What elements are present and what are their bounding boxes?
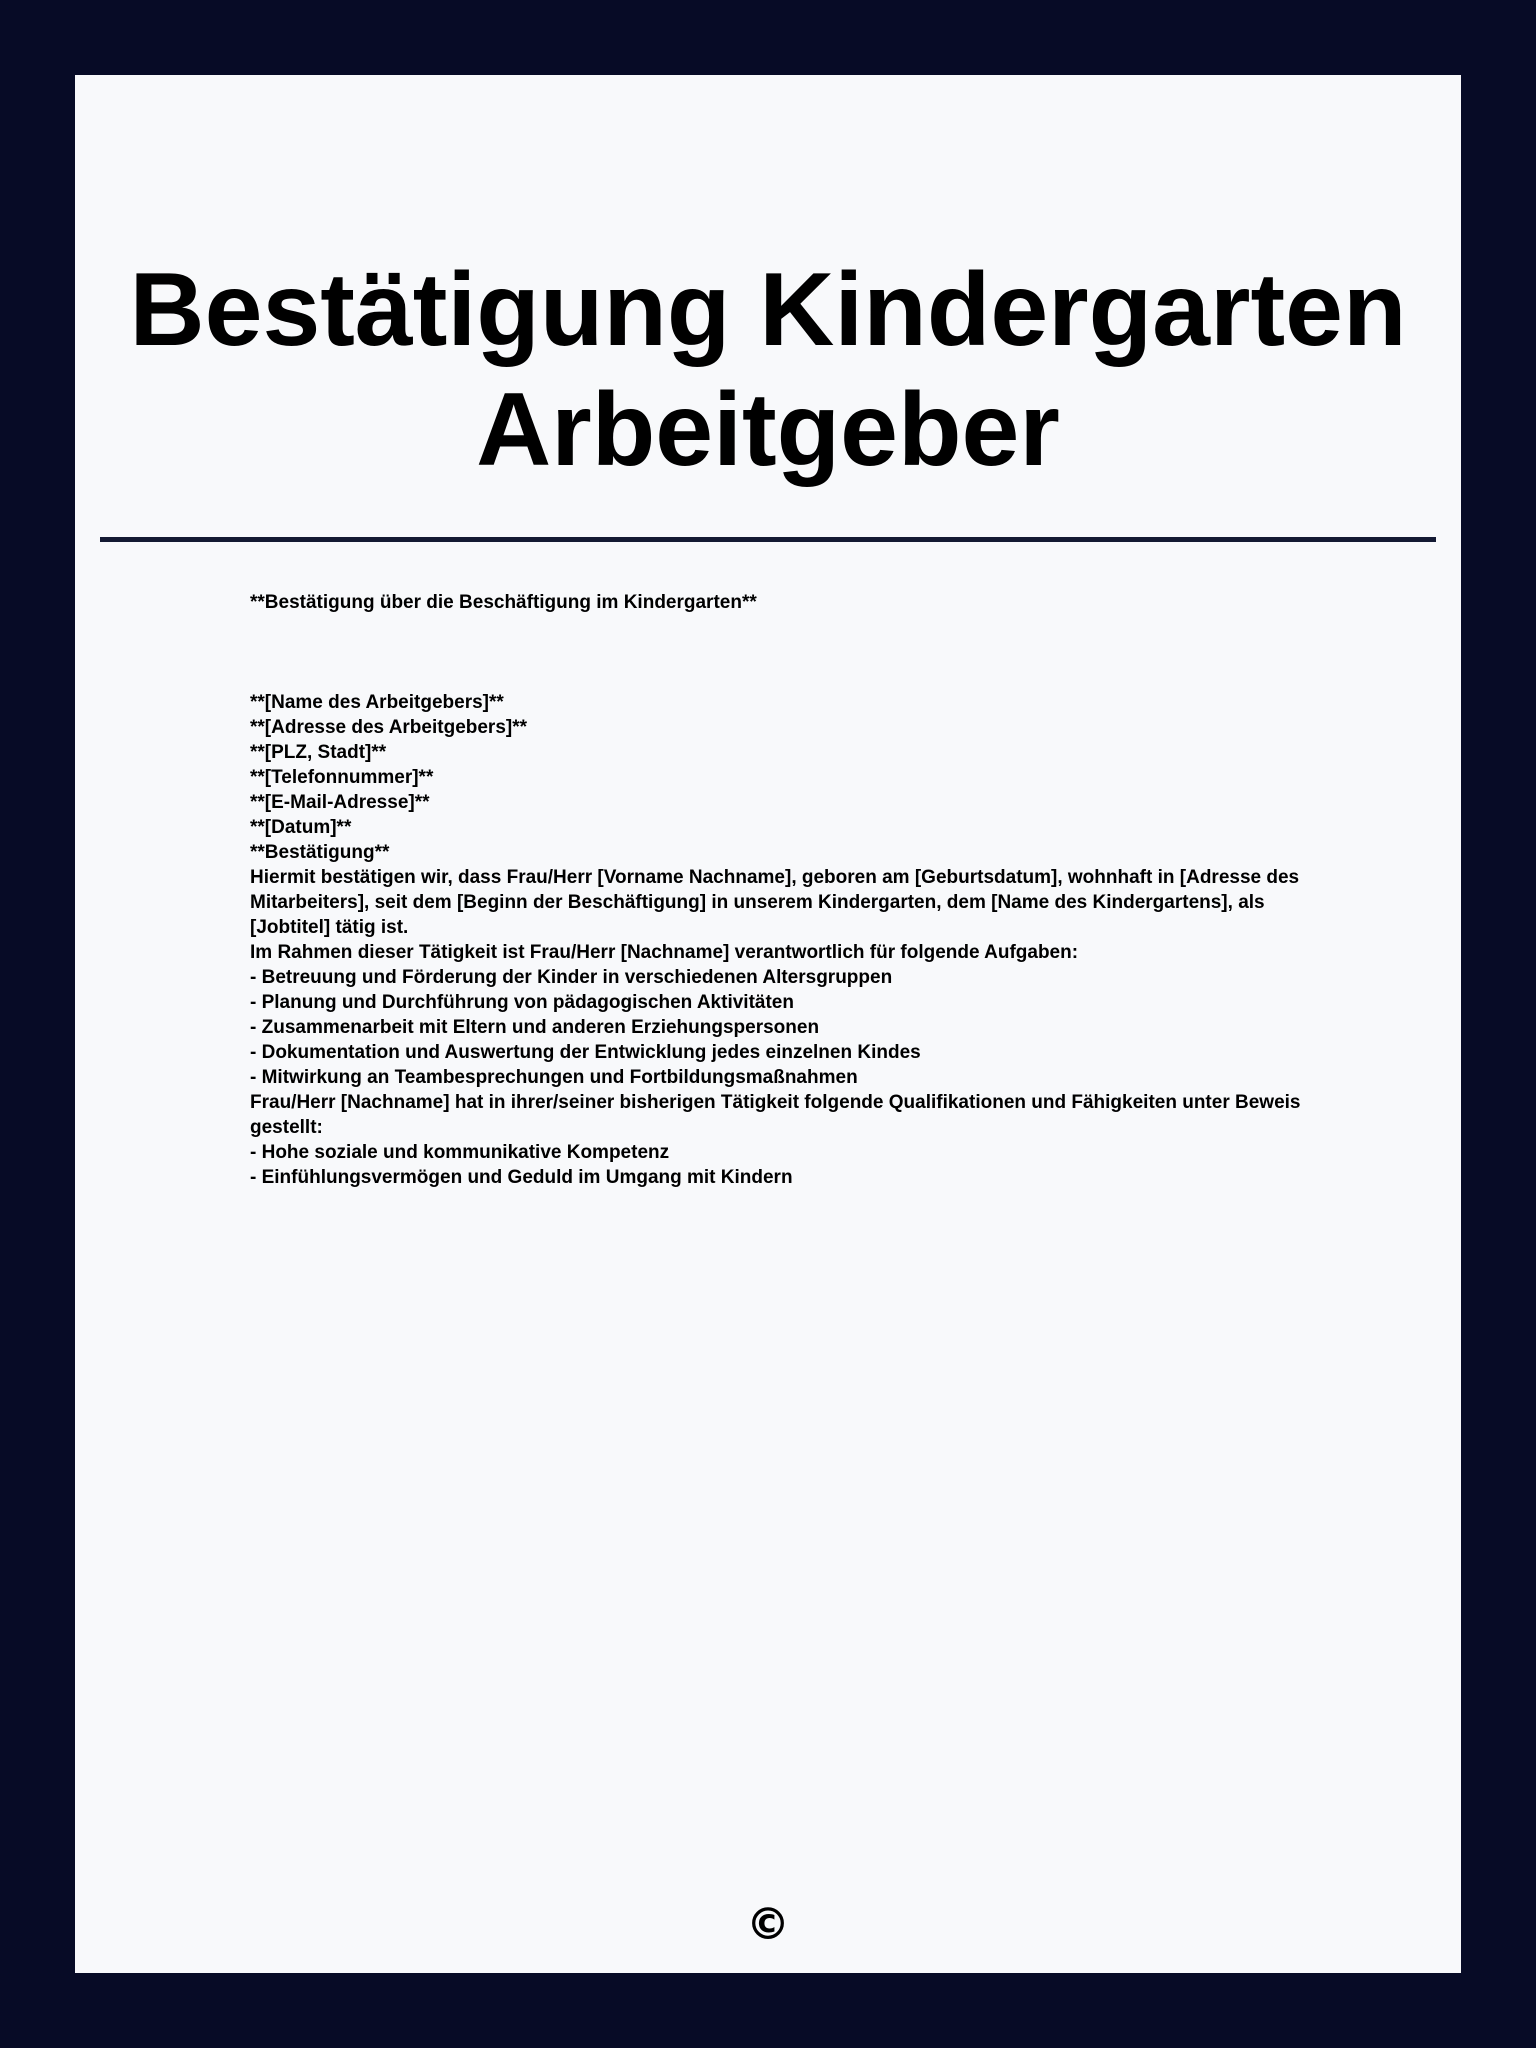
qualification-item: - Einfühlungsvermögen und Geduld im Umgang mit Kindern <box>250 1167 793 1188</box>
qualifications-intro: Frau/Herr [Nachname] hat in ihrer/seiner bisherigen Tätigkeit folgende Qualifikationen und Fähigkeiten unter Beweis gestellt: <box>250 1092 1301 1138</box>
employer-address-block <box>250 690 1350 815</box>
document-date: **[Datum]** <box>250 817 352 838</box>
intro-paragraph: Hiermit bestätigen wir, dass Frau/Herr [Vorname Nachname], geboren am [Geburtsdatum], wohnhaft in [Adresse des Mitarbeiters], seit dem [Beginn der Beschäftigung] in unserem Kindergarten, dem [Name des Kindergartens], als [Jobtitel] tätig ist. <box>250 867 1300 938</box>
task-item: - Dokumentation und Auswertung der Entwicklung jedes einzelnen Kindes <box>250 1042 921 1063</box>
tasks-intro: Im Rahmen dieser Tätigkeit ist Frau/Herr [Nachname] verantwortlich für folgende Aufgaben: <box>250 942 1079 963</box>
document-subject: **Bestätigung** <box>250 842 390 863</box>
employer-phone: **[Telefonnummer]** <box>250 767 434 788</box>
employer-name: **[Name des Arbeitgebers]** <box>250 692 504 713</box>
employer-city: **[PLZ, Stadt]** <box>250 742 387 763</box>
task-item: - Planung und Durchführung von pädagogischen Aktivitäten <box>250 992 794 1013</box>
task-item: - Mitwirkung an Teambesprechungen und Fortbildungsmaßnahmen <box>250 1067 858 1088</box>
title-divider <box>100 537 1436 542</box>
document-page <box>75 75 1461 1973</box>
document-title-line-2: Arbeitgeber <box>476 372 1060 488</box>
document-title-line-1: Bestätigung Kindergarten <box>129 252 1407 368</box>
document-body <box>250 590 1350 1190</box>
task-item: - Betreuung und Förderung der Kinder in verschiedenen Altersgruppen <box>250 967 893 988</box>
employer-address: **[Adresse des Arbeitgebers]** <box>250 717 528 738</box>
copyright-symbol: © <box>746 1899 790 1950</box>
employer-email: **[E-Mail-Adresse]** <box>250 792 430 813</box>
qualification-item: - Hohe soziale und kommunikative Kompetenz <box>250 1142 670 1163</box>
document-heading: **Bestätigung über die Beschäftigung im Kindergarten** <box>250 592 757 613</box>
document-title <box>75 250 1461 490</box>
task-item: - Zusammenarbeit mit Eltern und anderen Erziehungspersonen <box>250 1017 820 1038</box>
